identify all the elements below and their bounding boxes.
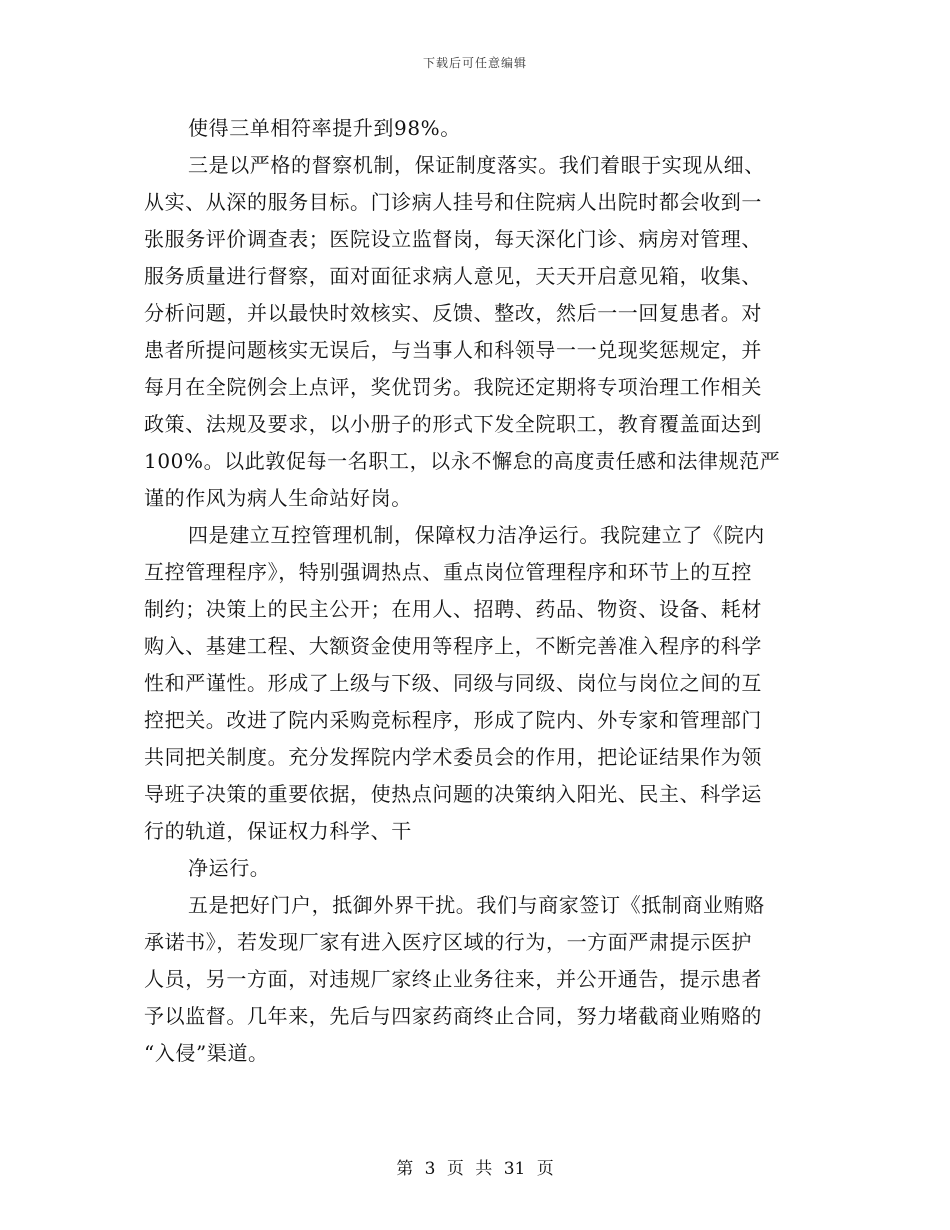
- text-line: 互控管理程序》，特别强调热点、重点岗位管理程序和环节上的互控: [144, 560, 752, 584]
- text-line: 性和严谨性。形成了上级与下级、同级与同级、岗位与岗位之间的互: [144, 671, 762, 695]
- text-line: 购入、基建工程、大额资金使用等程序上，不断完善准入程序的科学: [144, 634, 762, 658]
- text-line: “入侵”渠道。: [144, 1041, 269, 1065]
- text-line: 每月在全院例会上点评，奖优罚劣。我院还定期将专项治理工作相关: [144, 375, 762, 399]
- text-line: 予以监督。几年来，先后与四家药商终止合同，努力堵截商业贿赂的: [144, 1004, 762, 1028]
- text-line: 谨的作风为病人生命站好岗。: [144, 486, 412, 510]
- text-line: 制约；决策上的民主公开；在用人、招聘、药品、物资、设备、耗材: [144, 597, 762, 621]
- text-line: 三是以严格的督察机制，保证制度落实。我们着眼于实现从细、: [188, 153, 765, 177]
- text-line: 张服务评价调查表；医院设立监督岗，每天深化门诊、病房对管理、: [144, 227, 762, 251]
- text-line: 控把关。改进了院内采购竞标程序，形成了院内、外专家和管理部门: [144, 708, 762, 732]
- page-header: 下载后可任意编辑: [422, 56, 527, 70]
- text-line: 承诺书》，若发现厂家有进入医疗区域的行为，一方面严肃提示医护: [144, 930, 752, 954]
- text-line: 四是建立互控管理机制，保障权力洁净运行。我院建立了《院内: [188, 523, 765, 547]
- text-line: 人员，另一方面，对违规厂家终止业务往来，并公开通告，提示患者: [144, 967, 762, 991]
- text-line: 分析问题，并以最快时效核实、反馈、整改，然后一一回复患者。对: [144, 301, 762, 325]
- text-line: 共同把关制度。充分发挥院内学术委员会的作用，把论证结果作为领: [144, 745, 762, 769]
- text-line: 行的轨道，保证权力科学、干: [144, 819, 412, 843]
- text-line: 100%。以此敦促每一名职工，以永不懈怠的高度责任感和法律规范严: [144, 449, 781, 473]
- text-line: 从实、从深的服务目标。门诊病人挂号和住院病人出院时都会收到一: [144, 190, 762, 214]
- text-line: 服务质量进行督察，面对面征求病人意见，天天开启意见箱，收集、: [144, 264, 762, 288]
- text-line: 导班子决策的重要依据，使热点问题的决策纳入阳光、民主、科学运: [144, 782, 762, 806]
- text-line: 政策、法规及要求，以小册子的形式下发全院职工，教育覆盖面达到: [144, 412, 762, 436]
- document-body: [144, 110, 804, 1072]
- page-footer: 第 3 页 共 31 页: [396, 1159, 554, 1179]
- text-line: 使得三单相符率提升到98%。: [188, 116, 461, 140]
- text-line: 净运行。: [188, 856, 271, 880]
- text-line: 患者所提问题核实无误后，与当事人和科领导一一兑现奖惩规定，并: [144, 338, 762, 362]
- text-line: 五是把好门户，抵御外界干扰。我们与商家签订《抵制商业贿赂: [188, 893, 765, 917]
